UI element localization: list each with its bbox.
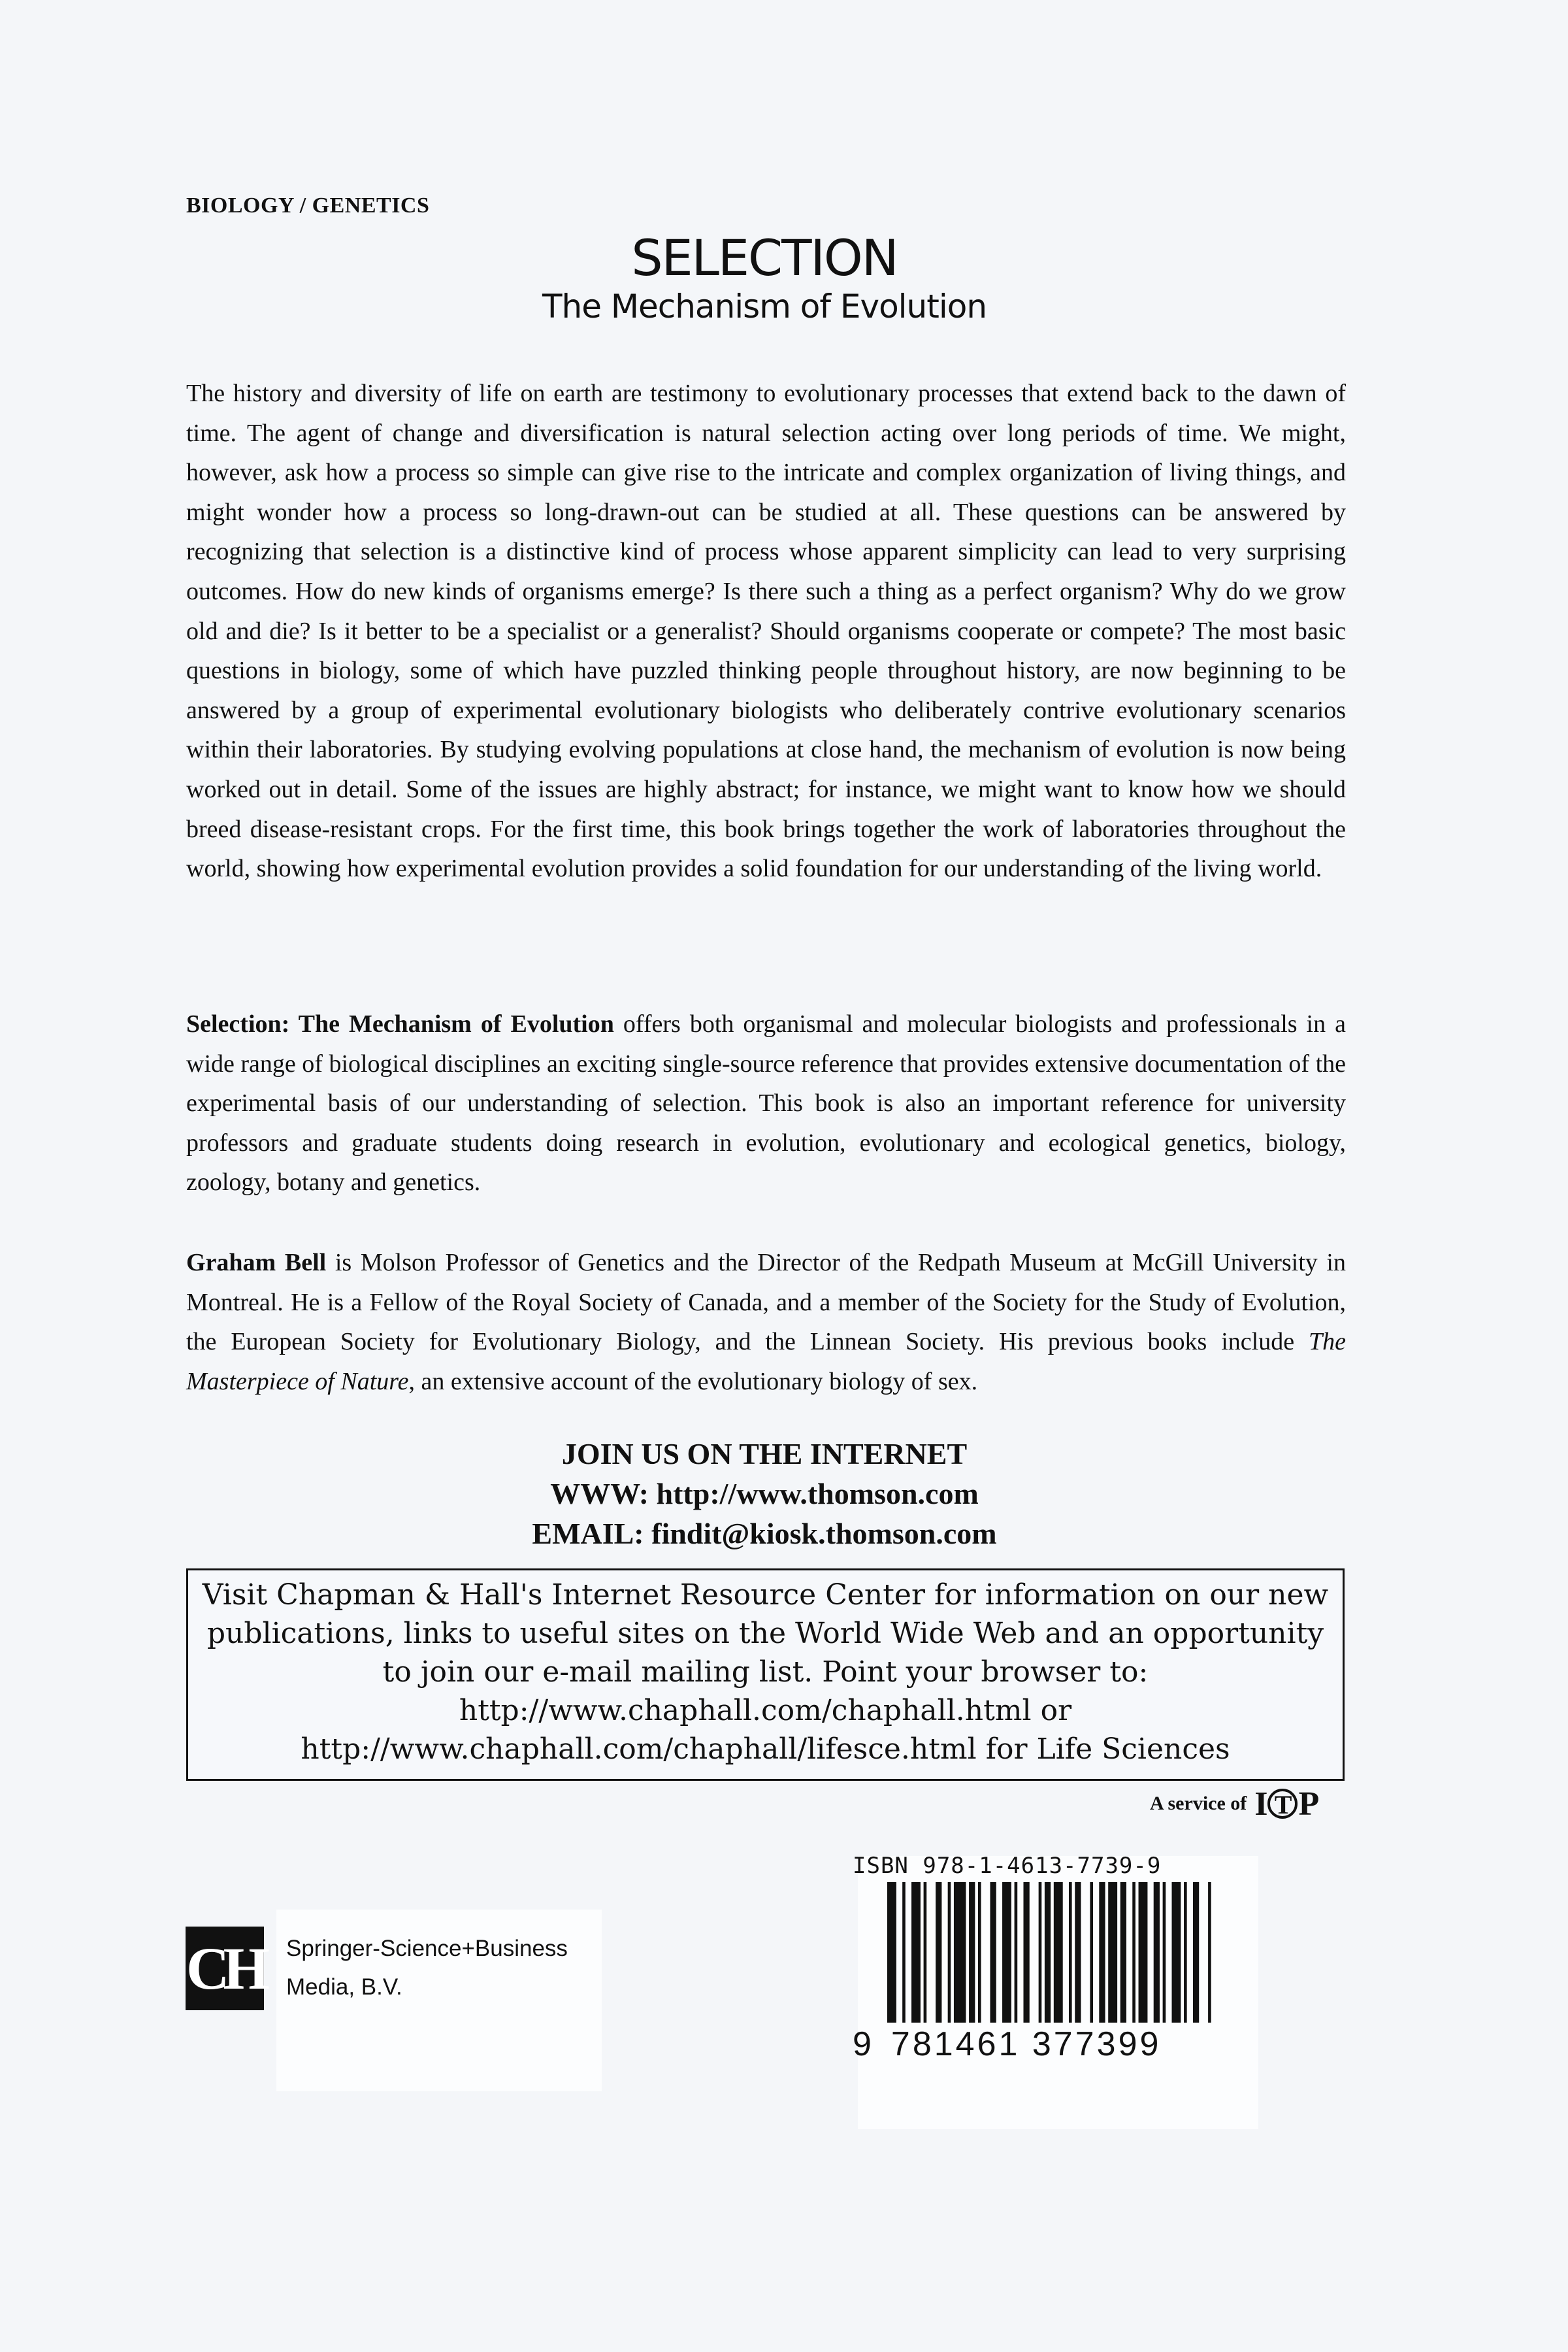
resource-center-box — [186, 1568, 1345, 1781]
author-bio-1: is Molson Professor of Genetics and the Director of the Redpath Museum at McGill University in Montreal. He is a Fellow of the Royal Society of Canada, and a member of the Society for the Study of Evolution, the European Society for Evolutionary Biology, and the Linnean Society. His previous books include — [186, 1249, 1346, 1356]
barcode-bar — [902, 1882, 906, 2023]
barcode-bar — [1015, 1882, 1018, 2023]
barcode-bar — [1120, 1882, 1126, 2023]
barcode-bar — [948, 1882, 951, 2023]
barcode-bar — [1090, 1882, 1093, 2023]
barcode-bar — [1054, 1882, 1063, 2023]
barcode-bar — [1045, 1882, 1051, 2023]
audience-paragraph — [186, 1004, 1346, 1202]
barcode-bar — [1193, 1882, 1199, 2023]
barcode-bar — [1069, 1882, 1072, 2023]
author-bio-2: , an extensive account of the evolutionary biology of sex. — [408, 1367, 978, 1395]
barcode-bar — [1184, 1882, 1187, 2023]
resource-link[interactable]: http://www.chaphall.com/chaphall/lifesce.html for Life Sciences — [301, 1732, 1230, 1766]
author-paragraph — [186, 1243, 1346, 1401]
publisher-name — [286, 1929, 568, 2006]
barcode-bar — [1132, 1882, 1135, 2023]
book-title: SELECTION — [631, 229, 898, 287]
service-label: A service of — [1150, 1793, 1247, 1814]
isbn-number: ISBN 978-1-4613-7739-9 — [853, 1853, 1162, 1879]
barcode-bar — [911, 1882, 921, 2023]
resource-line: to join our e-mail mailing list. Point your browser to: — [382, 1655, 1149, 1689]
barcode-bar — [1075, 1882, 1081, 2023]
barcode-bar — [1139, 1882, 1148, 2023]
barcode-bar — [990, 1882, 996, 2023]
ean-digits — [853, 2025, 1161, 2064]
internet-heading: JOIN US ON THE INTERNET — [561, 1437, 968, 1470]
barcode-bar — [954, 1882, 966, 2023]
ean-remaining-digits: 781461 377399 — [890, 2025, 1162, 2063]
resource-link[interactable]: http://www.chaphall.com/chaphall.html or — [459, 1694, 1072, 1727]
email-link[interactable]: EMAIL: findit@kiosk.thomson.com — [532, 1517, 997, 1550]
service-credit — [1150, 1784, 1317, 1823]
internet-block — [0, 1434, 1529, 1553]
audience-text: offers both organismal and molecular biologists and professionals in a wide range of biological disciplines an exciting single-source reference that provides extensive documentation of the experimental basis of our understanding of selection. This book is also an important reference for university professors and graduate students doing research in evolution, evolutionary and ecological genetics, biology, zoology, botany and genetics. — [186, 1010, 1346, 1197]
barcode-bar — [936, 1882, 941, 2023]
book-subtitle: The Mechanism of Evolution — [542, 288, 987, 325]
barcode-bar — [1023, 1882, 1029, 2023]
previous-book-title: The Masterpiece of Nature — [186, 1328, 1346, 1395]
audience-book-title: Selection: The Mechanism of Evolution — [186, 1010, 614, 1038]
barcode-bar — [1172, 1882, 1181, 2023]
barcode-bar — [969, 1882, 975, 2023]
publisher-logo-icon: CH — [186, 1927, 264, 2010]
publisher-name-line1: Springer-Science+Business — [286, 1936, 568, 1961]
resource-line: publications, links to useful sites on the World Wide Web and an opportunity — [206, 1617, 1324, 1650]
barcode-bar — [1163, 1882, 1166, 2023]
barcode-bar — [1002, 1882, 1011, 2023]
author-name: Graham Bell — [186, 1249, 327, 1276]
barcode-bar — [924, 1882, 927, 2023]
barcode-bar — [978, 1882, 981, 2023]
barcode-bar — [1039, 1882, 1042, 2023]
resource-line: Visit Chapman & Hall's Internet Resource Center for information on our new — [202, 1578, 1329, 1612]
barcode-bar — [887, 1882, 896, 2023]
barcode-bar — [1154, 1882, 1160, 2023]
description-paragraph: The history and diversity of life on earth are testimony to evolutionary processes that extend back to the dawn of time. The agent of change and diversification is natural selection acting over long periods of time. We might, however, ask how a process so simple can give rise to the intricate and complex organization of living things, and might wonder how a process so long-drawn-out can be studied at all. These questions can be answered by recognizing that selection is a distinctive kind of process whose apparent simplicity can lead to very surprising outcomes. How do new kinds of organisms emerge? Is there such a thing as a perfect organism? Why do we grow old and die? Is it better to be a specialist or a generalist? Should organisms cooperate or compete? The most basic questions in biology, some of which have puzzled thinking people throughout history, are now beginning to be answered by a group of experimental evolutionary biologists who deliberately contrive evolutionary scenarios within their laboratories. By studying evolving populations at close hand, the mechanism of evolution is now being worked out in detail. Some of the issues are highly abstract; for instance, we might want to know how we should breed disease-resistant crops. For the first time, this book brings together the work of laboratories throughout the world, showing how experimental evolution provides a solid foundation for our understanding of the living world. — [186, 380, 1346, 883]
itp-logo-icon: I T P — [1254, 1785, 1318, 1823]
barcode-bar — [1208, 1882, 1211, 2023]
barcode-bar — [1108, 1882, 1117, 2023]
barcode-bar — [1099, 1882, 1105, 2023]
category-label: BIOLOGY / GENETICS — [186, 193, 430, 218]
barcode-icon — [887, 1882, 1217, 2023]
www-link[interactable]: WWW: http://www.thomson.com — [550, 1477, 979, 1510]
ean-first-digit: 9 — [853, 2025, 874, 2063]
publisher-name-line2: Media, B.V. — [286, 1974, 402, 2000]
